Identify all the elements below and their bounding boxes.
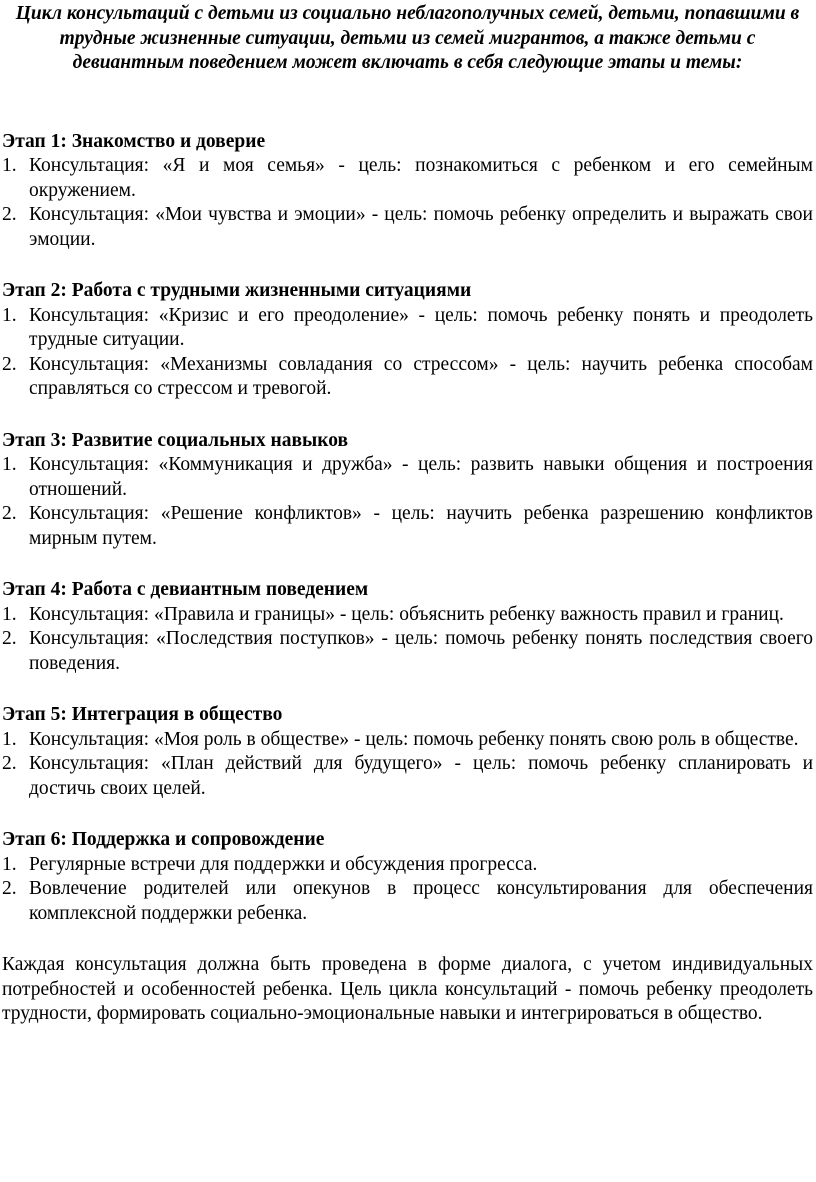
consultation-list: [2, 603, 813, 677]
consultation-list: [2, 853, 813, 927]
list-item: [2, 304, 813, 353]
stage-heading: Этап 1: Знакомство и доверие: [2, 130, 266, 152]
list-item: [2, 203, 813, 252]
item-number: 2.: [2, 753, 17, 774]
stage-heading: Этап 2: Работа с трудными жизненными ситуациями: [2, 280, 472, 301]
list-item: [2, 453, 813, 502]
item-number: 2.: [2, 353, 17, 375]
consultation-list: [2, 453, 813, 551]
item-text: Консультация: «Кризис и его преодоление» - цель: помочь ребенку понять и преодолеть трудные ситуации.: [29, 304, 813, 350]
closing-paragraph: Каждая консультация должна быть проведена в форме диалога, с учетом индивидуальных потребностей и особенностей ребенка. Цель цикла консультаций - помочь ребенку преодолеть трудности, формировать социально-эмоциональные навыки и интегрироваться в общество.: [2, 954, 813, 1024]
consultation-list: [2, 154, 813, 252]
item-text: Консультация: «Мои чувства и эмоции» - цель: помочь ребенку определить и выражать свои эмоции.: [29, 204, 813, 250]
list-item: [2, 353, 813, 402]
list-item: [2, 154, 813, 203]
title-block: [2, 0, 813, 103]
item-text: Консультация: «Решение конфликтов» - цель: научить ребенка разрешению конфликтов мирным путем.: [29, 503, 813, 549]
list-item: [2, 627, 813, 676]
item-text: Консультация: «Я и моя семья» - цель: познакомиться с ребенком и его семейным окружением.: [29, 155, 813, 201]
stage-4: [2, 578, 813, 676]
item-text: Консультация: «Правила и границы» - цель: объяснить ребенку важность правил и границ.: [29, 603, 784, 625]
item-number: 1.: [2, 853, 17, 875]
item-text: Консультация: «Последствия поступков» - цель: помочь ребенку понять последствия своего поведения.: [29, 628, 813, 674]
stage-heading: Этап 4: Работа с девиантным поведением: [2, 579, 369, 600]
stage-1: [2, 130, 813, 253]
list-item: [2, 728, 813, 753]
item-number: 1.: [2, 603, 17, 625]
stage-2: [2, 279, 813, 402]
stage-heading: Этап 6: Поддержка и сопровождение: [2, 829, 325, 850]
list-item: [2, 853, 813, 878]
item-text: Регулярные встречи для поддержки и обсуждения прогресса.: [29, 853, 538, 875]
item-number: 2.: [2, 503, 17, 524]
item-number: 1.: [2, 454, 17, 475]
item-text: Консультация: «Моя роль в обществе» - цель: помочь ребенку понять свою роль в обществе.: [29, 728, 799, 750]
item-number: 2.: [2, 204, 17, 225]
item-text: Консультация: «Коммуникация и дружба» - цель: развить навыки общения и построения отношений.: [29, 454, 813, 500]
consultation-list: [2, 304, 813, 402]
item-number: 1.: [2, 728, 17, 750]
item-number: 2.: [2, 628, 17, 649]
list-item: [2, 603, 813, 628]
item-number: 2.: [2, 878, 17, 899]
item-text: Консультация: «Механизмы совладания со стрессом» - цель: научить ребенка способам справляться со стрессом и тревогой.: [29, 353, 813, 399]
item-number: 1.: [2, 304, 17, 326]
list-item: [2, 877, 813, 926]
item-text: Консультация: «План действий для будущего» - цель: помочь ребенку спланировать и достичь своих целей.: [29, 753, 813, 799]
stage-6: [2, 828, 813, 926]
stage-heading: Этап 5: Интеграция в общество: [2, 704, 283, 725]
item-text: Вовлечение родителей или опекунов в процесс консультирования для обеспечения комплексной поддержки ребенка.: [29, 878, 813, 924]
stage-5: [2, 703, 813, 801]
stage-heading: Этап 3: Развитие социальных навыков: [2, 429, 349, 451]
stage-3: [2, 429, 813, 552]
list-item: [2, 502, 813, 551]
consultation-list: [2, 728, 813, 802]
list-item: [2, 752, 813, 801]
document-title: Цикл консультаций с детьми из социально неблагополучных семей, детьми, попавшими в трудные жизненные ситуации, детьми из семей мигрантов, а также детьми с девиантным поведением может включать в себя следующие этапы и темы:: [15, 3, 800, 73]
item-number: 1.: [2, 155, 17, 176]
